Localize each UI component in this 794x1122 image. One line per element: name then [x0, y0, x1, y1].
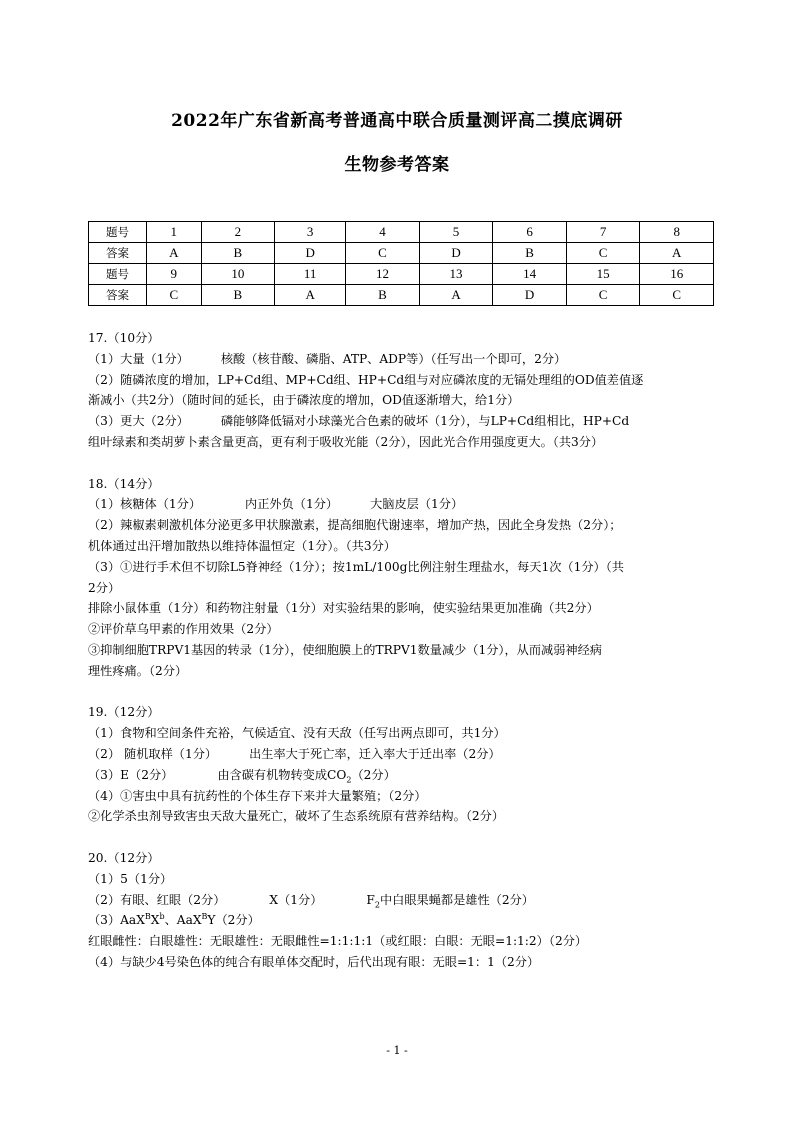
table-row-header: 题号 [89, 222, 147, 243]
q20-heading: 20.（12分） [88, 850, 160, 865]
table-cell: 4 [346, 222, 420, 243]
q19-3-c: （2分） [351, 767, 396, 782]
table-cell: A [640, 243, 714, 264]
q17-3-b: 磷能够降低镉对小球藻光合色素的破坏（1分），与LP+Cd组相比，HP+Cd [220, 414, 630, 429]
table-cell: 1 [147, 222, 202, 243]
q20-2-a: （2）有眼、红眼（2分） [88, 892, 226, 907]
q19-3-sub: 2 [346, 775, 352, 785]
table-row-header: 答案 [89, 285, 147, 306]
q18-line-1 [88, 494, 710, 515]
q19-line-1: （1）食物和空间条件充裕，气候适宜、没有天敌（任写出两点即可，共1分） [88, 726, 506, 741]
question-18 [88, 474, 710, 682]
q20-2-c2: 中白眼果蝇都是雄性（2分） [379, 892, 534, 907]
q20-3-p3: 、AaX [164, 913, 202, 928]
page-number: - 1 - [386, 1044, 408, 1057]
table-cell: A [147, 243, 202, 264]
q17-line-3: 渐减小（共2分）（随时间的延长，由于磷浓度的增加，OD值逐渐增大，给1分） [88, 393, 520, 408]
table-cell: B [346, 285, 420, 306]
q18-1-c: 大脑皮层（1分） [370, 497, 464, 512]
page-title: 2022年广东省新高考普通高中联合质量测评高二摸底调研 [171, 111, 623, 131]
table-cell: 16 [640, 264, 714, 285]
answer-body [88, 328, 710, 994]
q19-2-a: （2） 随机取样（1分） [88, 746, 218, 761]
q20-3-s1: B [144, 912, 151, 922]
answer-table [88, 221, 714, 306]
q20-2-csub: 2 [374, 899, 380, 909]
page-subtitle: 生物参考答案 [344, 155, 450, 175]
q18-1-b: 内正外负（1分） [245, 497, 339, 512]
table-cell: C [566, 243, 640, 264]
q20-2-c1: F [366, 892, 375, 907]
table-cell: B [201, 285, 275, 306]
q18-line-4: （3）①进行手术但不切除L5脊神经（1分）；按1mL/100g比例注射生理盐水，每天1次（1分）（共 [88, 559, 624, 574]
table-cell: C [566, 285, 640, 306]
question-20 [88, 848, 710, 973]
q18-line-2: （2）辣椒素刺激机体分泌更多甲状腺激素，提高细胞代谢速率，增加产热，因此全身发热（2分）； [88, 518, 622, 533]
q19-heading: 19.（12分） [88, 705, 160, 720]
table-row [89, 243, 714, 264]
table-cell: C [640, 285, 714, 306]
q18-line-5: 2分） [88, 580, 121, 595]
q17-heading: 17.（10分） [88, 331, 160, 345]
q18-line-3: 机体通过出汗增加散热以维持体温恒定（1分）。（共3分） [88, 538, 396, 553]
table-cell: D [493, 285, 567, 306]
q19-line-3 [88, 765, 710, 786]
q18-heading: 18.（14分） [88, 476, 160, 491]
table-cell: 3 [275, 222, 346, 243]
question-19 [88, 702, 710, 827]
table-cell: 11 [275, 264, 346, 285]
q17-line-4 [88, 411, 710, 432]
table-cell: D [419, 243, 493, 264]
table-cell: 6 [493, 222, 567, 243]
q20-line-4: 红眼雌性：白眼雄性：无眼雄性：无眼雌性=1:1:1:1（或红眼：白眼：无眼=1:1:2）（2分） [88, 934, 588, 949]
table-cell: 8 [640, 222, 714, 243]
table-cell: 13 [419, 264, 493, 285]
table-cell: 2 [201, 222, 275, 243]
table-cell: A [419, 285, 493, 306]
table-row [89, 264, 714, 285]
q19-line-4: （4）①害虫中具有抗药性的个体生存下来并大量繁殖；（2分） [88, 788, 427, 803]
q19-3-b: 由含碳有机物转变成CO [217, 767, 347, 782]
table-cell: 10 [201, 264, 275, 285]
q20-3-p2: X [150, 913, 160, 928]
question-17 [88, 328, 710, 453]
q20-3-s3: B [201, 912, 208, 922]
table-row [89, 222, 714, 243]
q19-3-a: （3）E（2分） [88, 767, 174, 782]
q17-1-a: （1）大量（1分） [88, 351, 189, 366]
table-row-header: 答案 [89, 243, 147, 264]
q20-line-5: （4）与缺少4号染色体的纯合有眼单体交配时，后代出现有眼：无眼=1：1（2分） [88, 954, 540, 969]
q17-line-5: 组叶绿素和类胡萝卜素含量更高，更有利于吸收光能（2分），因此光合作用强度更大。（共3分） [88, 434, 604, 449]
table-cell: 12 [346, 264, 420, 285]
q18-line-7: ②评价草乌甲素的作用效果（2分） [88, 622, 279, 637]
q20-3-p4: Y（2分） [207, 913, 260, 928]
table-cell: 5 [419, 222, 493, 243]
table-cell: 7 [566, 222, 640, 243]
q18-line-6: 排除小鼠体重（1分）和药物注射量（1分）对实验结果的影响，使实验结果更加准确（共2分） [88, 601, 599, 616]
table-cell: D [275, 243, 346, 264]
table-cell: C [147, 285, 202, 306]
table-cell: 9 [147, 264, 202, 285]
q17-3-a: （3）更大（2分） [88, 414, 189, 429]
table-row-header: 题号 [89, 264, 147, 285]
q18-1-a: （1）核糖体（1分） [88, 497, 202, 512]
table-cell: B [201, 243, 275, 264]
table-cell: 14 [493, 264, 567, 285]
table-cell: C [346, 243, 420, 264]
q17-line-1 [88, 349, 710, 370]
q20-line-3 [88, 910, 710, 931]
table-cell: A [275, 285, 346, 306]
q17-line-2: （2）随磷浓度的增加，LP+Cd组、MP+Cd组、HP+Cd组与对应磷浓度的无镉处理组的OD值差值逐 [88, 372, 644, 387]
q20-line-2 [88, 890, 710, 911]
q17-1-b: 核酸（核苷酸、磷脂、ATP、ADP等）（任写出一个即可，2分） [220, 351, 567, 366]
q19-2-b: 出生率大于死亡率，迁入率大于迁出率（2分） [249, 746, 501, 761]
q18-line-8: ③抑制细胞TRPV1基因的转录（1分），使细胞膜上的TRPV1数量减少（1分），从而减弱神经病 [88, 642, 602, 657]
q20-3-s2: b [159, 912, 165, 922]
q20-3-p1: （3）AaX [88, 913, 145, 928]
q20-line-1: （1）5（1分） [88, 871, 173, 886]
table-row [89, 285, 714, 306]
table-cell: 15 [566, 264, 640, 285]
q20-2-b: X（1分） [269, 892, 323, 907]
q18-line-9: 理性疼痛。（2分） [88, 663, 188, 678]
table-cell: B [493, 243, 567, 264]
q19-line-2 [88, 744, 710, 765]
q19-line-5: ②化学杀虫剂导致害虫天敌大量死亡，破坏了生态系统原有营养结构。（2分） [88, 809, 505, 824]
